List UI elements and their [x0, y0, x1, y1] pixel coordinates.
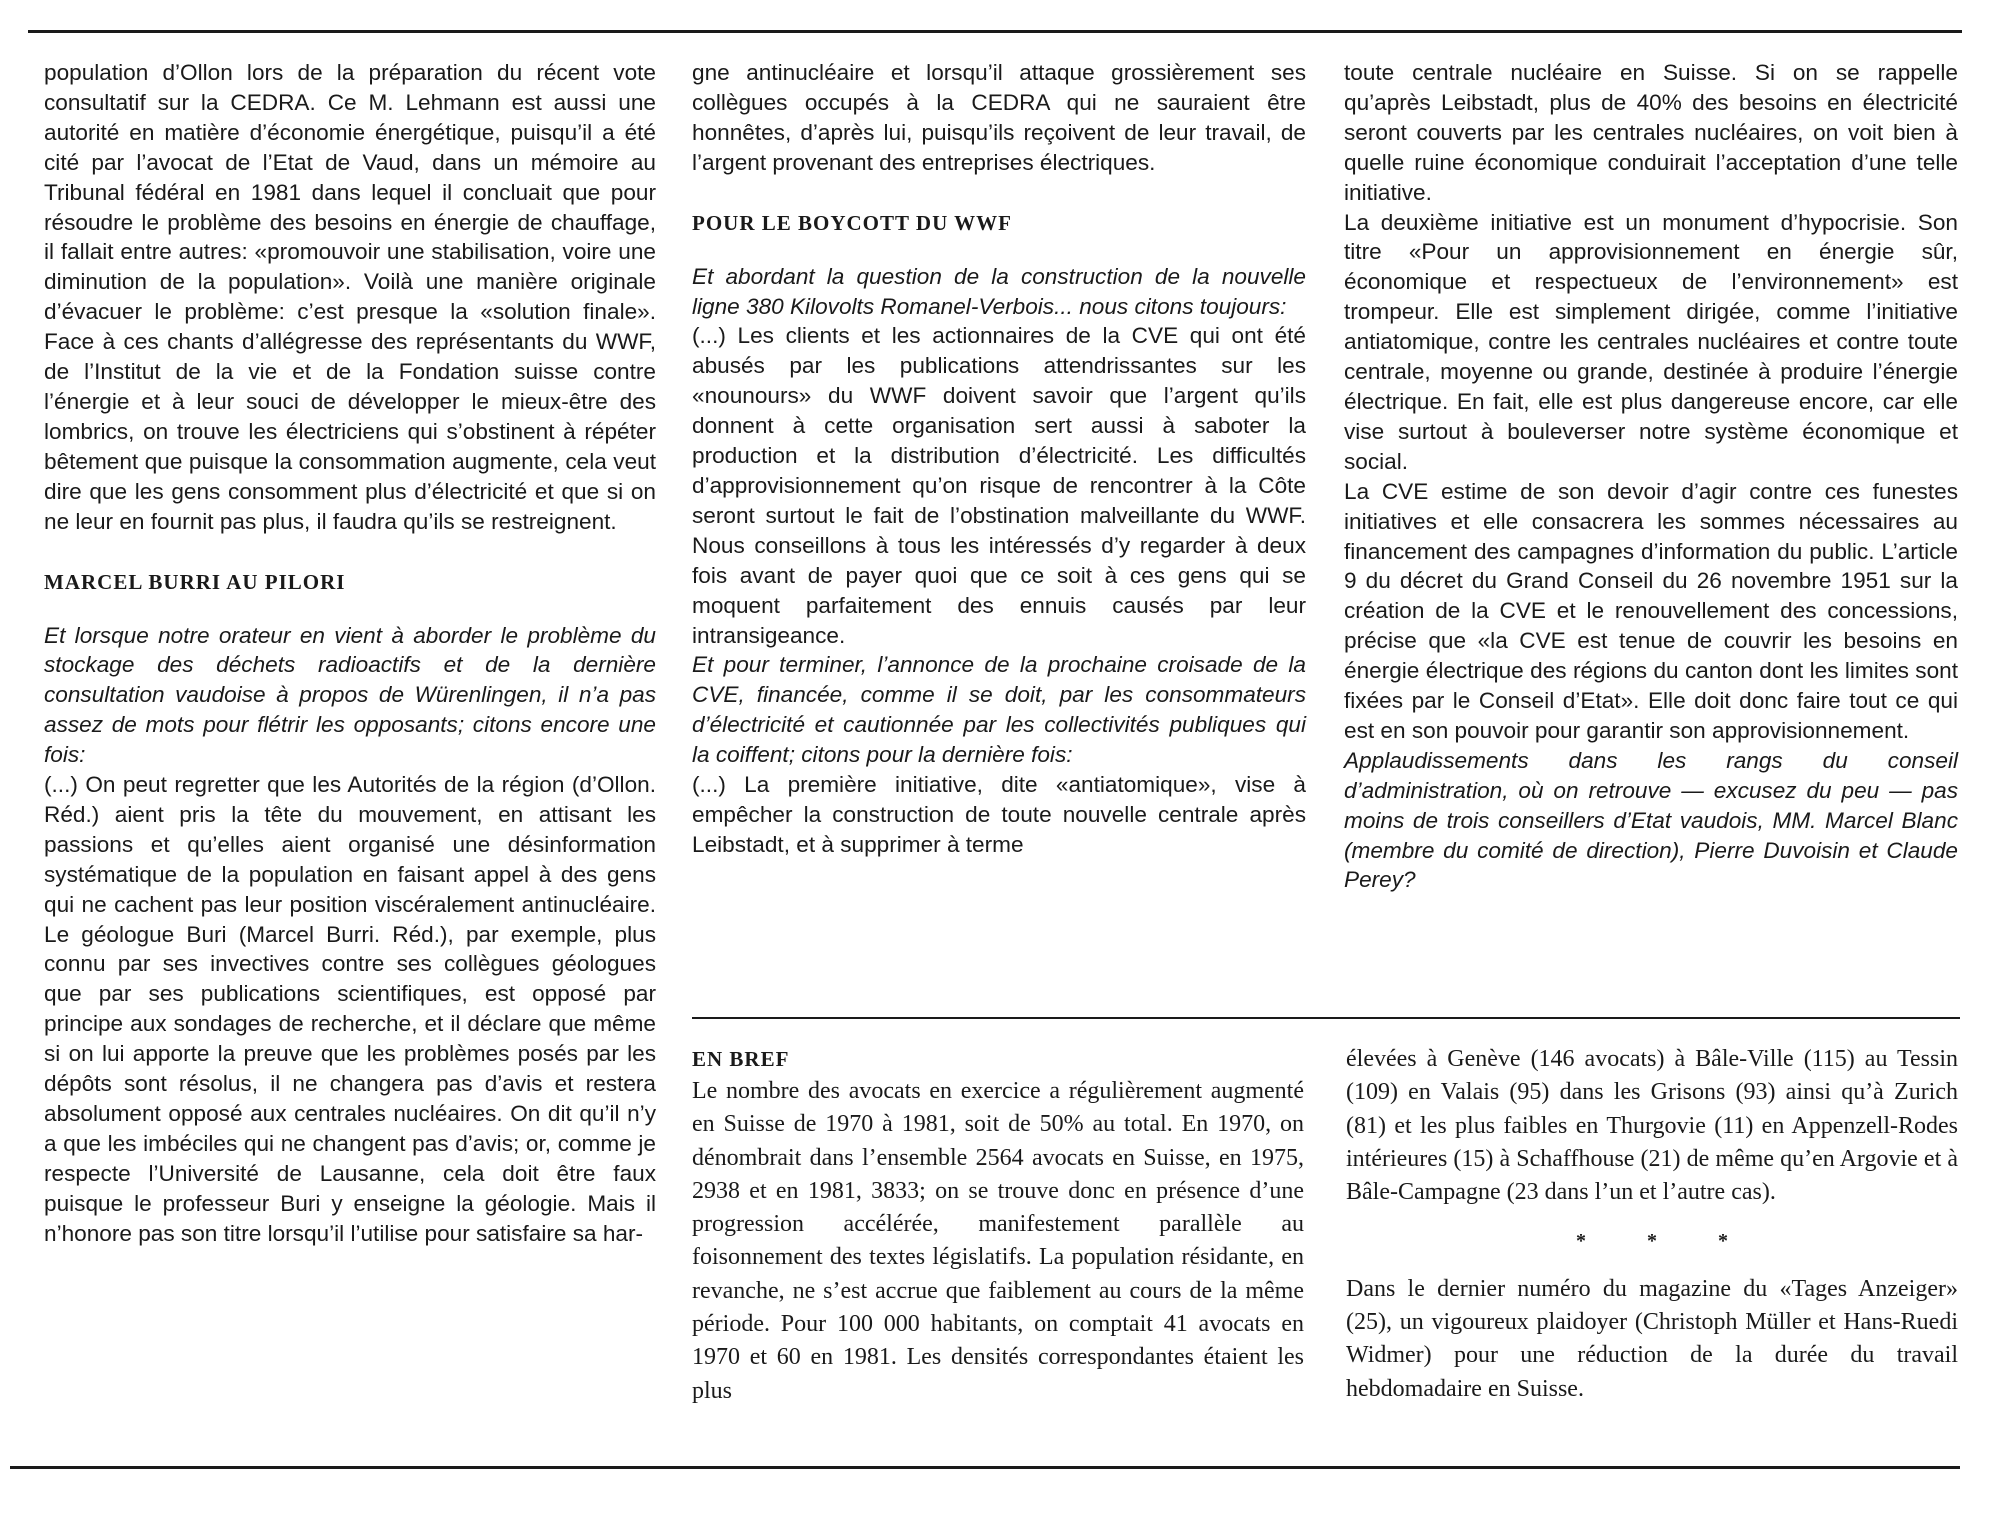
paragraph: population d’Ollon lors de la préparation du récent vote consultatif sur la CEDRA. Ce M. Lehmann est aussi une autorité en matière d’économie énergétique, puisqu’il a été cité par l’avocat de l’Etat de Vaud, dans un mémoire au Tribunal fédéral en 1981 dans lequel il concluait que pour résoudre le problème des besoins en énergie de chauffage, il fallait entre autres: «promouvoir une stabilisation, voire une diminution de la population». Voilà une manière originale d’évacuer le problème: c’est presque la «solution finale». Face à ces chants d’allégresse des représentants du WWF, de l’Institut de la vie et de la Fondation suisse contre l’énergie et à leur souci de développer le mieux-être des lombrics, on trouve les électriciens qui s’obstinent à répéter bêtement que puisque la consommation augmente, cela veut dire que les gens consomment plus d’électricité et que si on ne leur en fournit pas plus, il faudra qu’ils se restreignent.	[44, 60, 656, 534]
paragraph: Le nombre des avocats en exercice a régulièrement augmenté en Suisse de 1970 à 1981, soit de 50% au total. En 1970, on dénombrait dans l’ensemble 2564 avocats en Suisse, en 1975, 2938 et en 1981, 3833; on se trouve donc en présence d’une progression accélérée, manifestement parallèle au foisonnement des textes législatifs. La population résidante, en revanche, ne s’est accrue que faiblement au cours de la même période. Pour 100 000 habitants, on comptait 41 avocats en 1970 et 60 en 1981. Les densités correspondantes étaient les plus	[692, 1078, 1304, 1404]
paragraph: La CVE estime de son devoir d’agir contre ces funestes initiatives et elle consacrera les sommes nécessaires au financement des campagnes d’information du public. L’article 9 du décret du Grand Conseil du 26 novembre 1951 sur la création de la CVE et le renouvellement des concessions, précise que «la CVE est tenue de couvrir les besoins en énergie électrique des régions du canton dont les limites sont fixées par le Conseil d’Etat». Elle doit donc faire tout ce qui est en son pouvoir pour garantir son approvisionnement.	[1344, 478, 1958, 743]
en-bref-column-1	[692, 1043, 1304, 1408]
paragraph: (...) La première initiative, dite «antiatomique», vise à empêcher la construction de toute nouvelle centrale après Leibstadt, et à supprimer à terme	[692, 772, 1306, 857]
top-rule	[28, 30, 1962, 33]
paragraph: Dans le dernier numéro du magazine du «Tages Anzeiger» (25), un vigoureux plaidoyer (Christoph Müller et Hans-Ruedi Widmer) pour une réduction de la durée du travail hebdomadaire en Suisse.	[1346, 1275, 1958, 1402]
italic-intro: Et lorsque notre orateur en vient à aborder le problème du stockage des déchets radioactifs et de la dernière consultation vaudoise à propos de Würenlingen, il n’a pas assez de mots pour flétrir les opposants; citons encore une fois:	[44, 622, 656, 768]
section-heading-wwf: POUR LE BOYCOTT DU WWF	[692, 210, 1012, 235]
paragraph: toute centrale nucléaire en Suisse. Si on se rappelle qu’après Leibstadt, plus de 40% des besoins en électricité seront couverts par les centrales nucléaires, on voit bien à quelle ruine économique conduirait l’acceptation d’une telle initiative.	[1344, 60, 1958, 205]
separator-stars: * * *	[1576, 1230, 1756, 1253]
paragraph: (...) Les clients et les actionnaires de la CVE qui ont été abusés par les publications attendrissantes sur les «nounours» du WWF doivent savoir que l’argent qu’ils donnent à cette organisation sert aussi à saboter la production et la distribution d’électricité. Les difficultés d’approvisionnement qu’on risque de rencontrer à la Côte seront surtout le fait de l’obstination malveillante du WWF. Nous conseillons à tous les intéressés d’y regarder à deux fois avant de payer quoi que ce soit à ces gens qui se moquent parfaitement des ennuis causés par leur intransigeance.	[692, 323, 1306, 648]
section-heading-en-bref: EN BREF	[692, 1047, 790, 1071]
section-divider	[692, 1017, 1960, 1019]
paragraph: gne antinucléaire et lorsqu’il attaque grossièrement ses collègues occupés à la CEDRA qui ne sauraient être honnêtes, d’après lui, puisqu’ils reçoivent de leur travail, de l’argent provenant des entreprises électriques.	[692, 60, 1306, 175]
column-right	[1344, 58, 1958, 895]
italic-intro: Et pour terminer, l’annonce de la prochaine croisade de la CVE, financée, comme il se doit, par les consommateurs d’électricité et cautionnée par les collectivités publiques qui la coiffent; citons pour la dernière fois:	[692, 652, 1306, 768]
paragraph: (...) On peut regretter que les Autorités de la région (d’Ollon. Réd.) aient pris la tête du mouvement, en attisant les passions et qu’elles aient organisé une désinformation systématique de la population en faisant appel à des gens qui ne cachent pas leur position viscéralement antinucléaire. Le géologue Buri (Marcel Burri. Réd.), par exemple, plus connu par ses invectives contre ses collègues géologues que par ses publications scientifiques, est opposé par principe aux sondages de recherche, et il déclare que même si on lui apporte la preuve que les problèmes posés par les dépôts sont résolus, il ne changera pas d’avis et restera absolument opposé aux centrales nucléaires. On dit qu’il n’y a que les imbéciles qui ne changent pas d’avis; or, comme je respecte l’Université de Lausanne, cela doit être faux puisque le professeur Buri y enseigne la géologie. Mais il n’honore pas son titre lorsqu’il l’utilise pour satisfaire sa har-	[44, 772, 656, 1246]
paragraph: élevées à Genève (146 avocats) à Bâle-Ville (115) au Tessin (109) en Valais (95) dans les Grisons (93) ainsi qu’à Zurich (81) et les plus faibles en Thurgovie (11) en Appenzell-Rodes intérieures (15) à Schaffhouse (21) de même qu’en Argovie et à Bâle-Campagne (23 dans l’un et l’autre cas).	[1346, 1046, 1958, 1206]
paragraph: La deuxième initiative est un monument d’hypocrisie. Son titre «Pour un approvisionnement en énergie sûr, économique et respectueux de l’environnement» est trompeur. Elle est simplement dirigée, comme l’initiative antiatomique, contre les centrales nucléaires et contre toute centrale, moyenne ou grande, destinée à produire l’énergie électrique. En fait, elle est plus dangereuse encore, car elle vise surtout à bouleverser notre système économique et social.	[1344, 209, 1958, 474]
en-bref-column-2	[1346, 1043, 1958, 1406]
italic-intro: Et abordant la question de la construction de la nouvelle ligne 380 Kilovolts Romanel-Verbois... nous citons toujours:	[692, 263, 1306, 319]
section-heading-burri: MARCEL BURRI AU PILORI	[44, 569, 346, 594]
italic-comment: Applaudissements dans les rangs du conseil d’administration, où on retrouve — excusez du peu — pas moins de trois conseillers d’Etat vaudois, MM. Marcel Blanc (membre du comité de direction), Pierre Duvoisin et Claude Perey?	[1344, 747, 1958, 893]
column-middle	[692, 58, 1306, 860]
column-left	[44, 58, 656, 1249]
bottom-rule	[10, 1466, 1960, 1469]
